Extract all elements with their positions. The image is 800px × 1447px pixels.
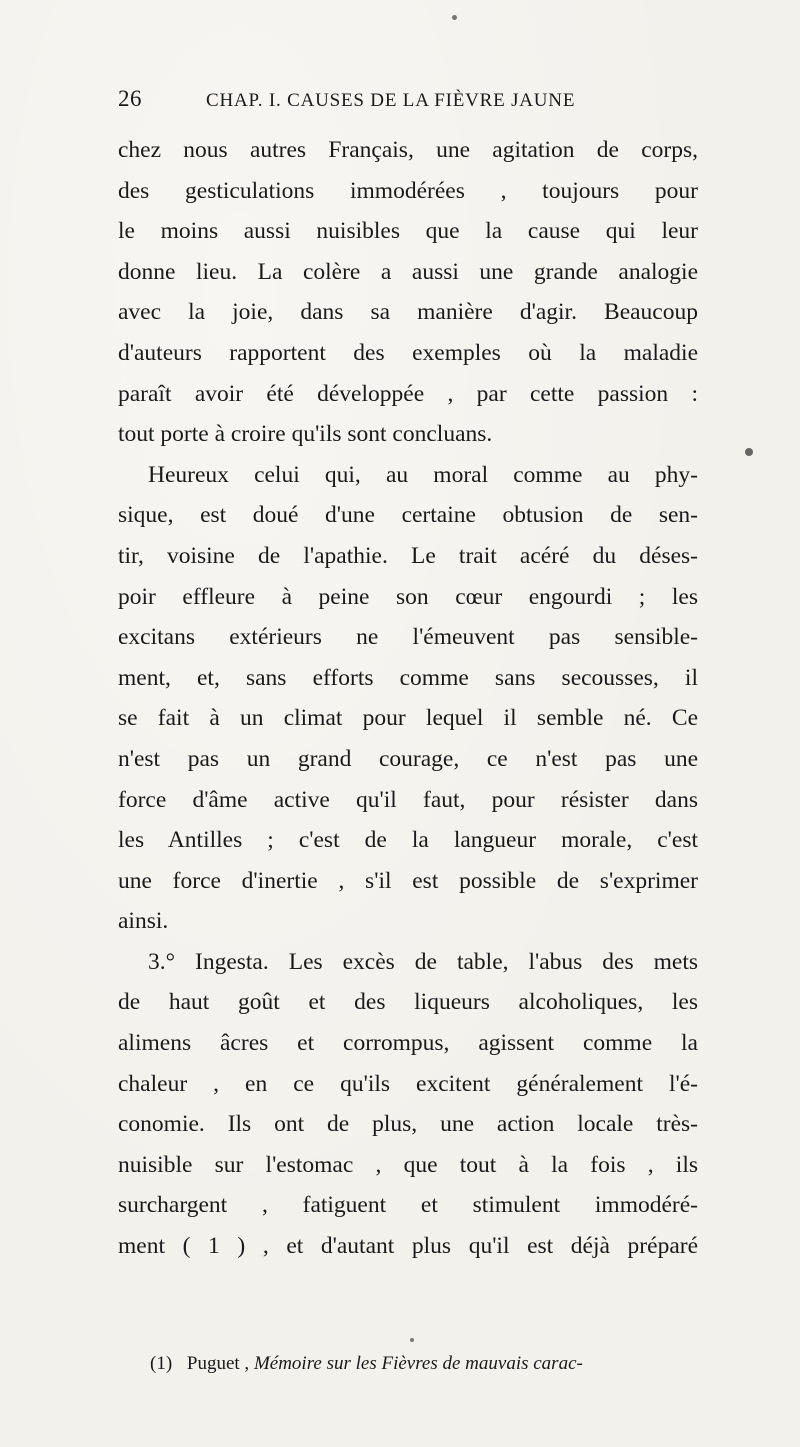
footnote [150, 1353, 710, 1375]
text-line: nuisible sur l'estomac , que tout à la fois , ils [118, 1151, 698, 1178]
ink-speck [452, 15, 457, 20]
text-line: chaleur , en ce qu'ils excitent généralement l'é- [118, 1070, 698, 1097]
text-line: sique, est doué d'une certaine obtusion de sen- [118, 502, 698, 529]
ink-speck [745, 448, 753, 456]
text-line: se fait à un climat pour lequel il semble né. Ce [118, 705, 698, 732]
section-line: 3.° Ingesta. Les excès de table, l'abus des mets [148, 948, 698, 975]
text-line: tir, voisine de l'apathie. Le trait acéré du déses- [118, 542, 698, 569]
text-line: surchargent , fatiguent et stimulent immodéré- [118, 1192, 698, 1219]
text-line: conomie. Ils ont de plus, une action locale très- [118, 1111, 698, 1138]
text-line: donne lieu. La colère a aussi une grande analogie [118, 258, 698, 285]
text-line: n'est pas un grand courage, ce n'est pas une [118, 745, 698, 772]
text-line: des gesticulations immodérées , toujours pour [118, 177, 698, 204]
running-head [118, 86, 678, 116]
text-line: paraît avoir été développée , par cette passion : [118, 380, 698, 407]
running-title: CHAP. I. CAUSES DE LA FIÈVRE JAUNE [206, 90, 576, 111]
footnote-mark: (1) [150, 1353, 173, 1374]
text-line: le moins aussi nuisibles que la cause qui leur [118, 218, 698, 245]
page-number: 26 [118, 86, 142, 111]
text-line: d'auteurs rapportent des exemples où la maladie [118, 339, 698, 366]
text-line: ment ( 1 ) , et d'autant plus qu'il est déjà préparé [118, 1233, 698, 1260]
text-line: tout porte à croire qu'ils sont concluans. [118, 421, 493, 448]
text-line: alimens âcres et corrompus, agissent comme la [118, 1030, 698, 1057]
text-line: force d'âme active qu'il faut, pour résister dans [118, 786, 698, 813]
text-line: poir effleure à peine son cœur engourdi ; les [118, 583, 698, 610]
body-text [118, 130, 698, 1267]
text-line: ment, et, sans efforts comme sans secousses, il [118, 664, 698, 691]
text-line: de haut goût et des liqueurs alcoholiques, les [118, 989, 698, 1016]
footnote-author: Puguet , [186, 1353, 250, 1374]
text-line: Heureux celui qui, au moral comme au phy- [148, 461, 698, 488]
text-line: les Antilles ; c'est de la langueur morale, c'est [118, 827, 698, 854]
text-line: avec la joie, dans sa manière d'agir. Beaucoup [118, 299, 698, 326]
ink-speck [410, 1338, 414, 1342]
text-line: chez nous autres Français, une agitation de corps, [118, 137, 698, 163]
text-line: une force d'inertie , s'il est possible de s'exprimer [118, 867, 698, 894]
footnote-title: Mémoire sur les Fièvres de mauvais carac- [253, 1353, 583, 1374]
text-line: ainsi. [118, 908, 169, 935]
text-line: excitans extérieurs ne l'émeuvent pas sensible- [118, 624, 698, 651]
